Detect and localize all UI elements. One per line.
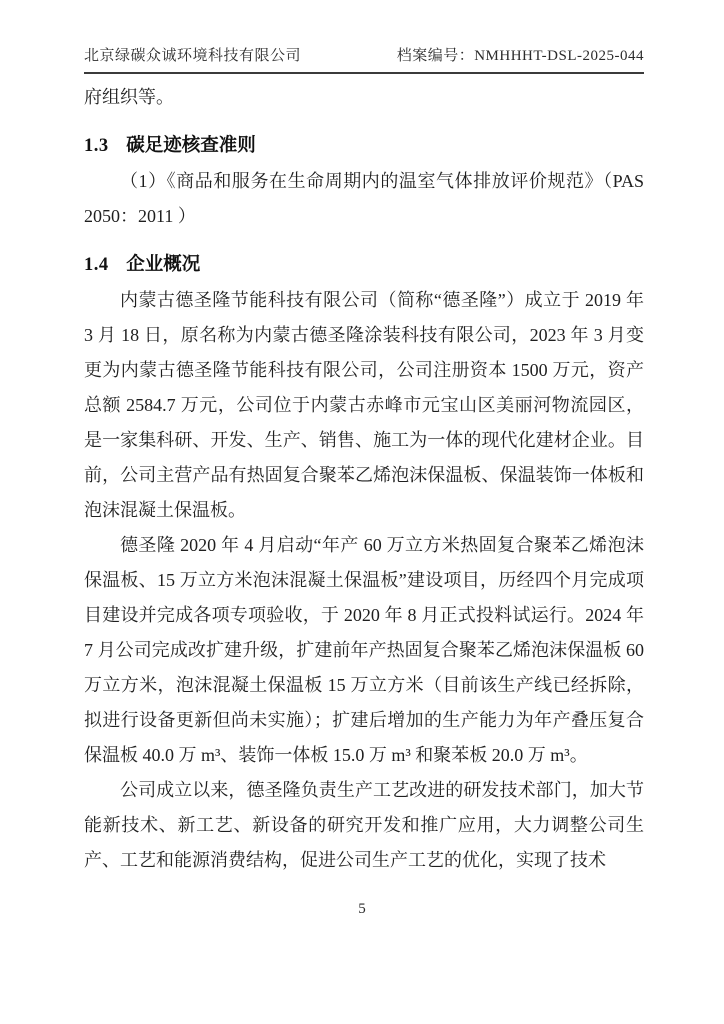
archive-number-value: NMHHHT-DSL-2025-044	[474, 48, 644, 64]
section-1-3-reference-item: （1）《商品和服务在生命周期内的温室气体排放评价规范》（PAS 2050：2011 ）	[84, 171, 644, 226]
section-1-3-title: 碳足迹核查准则	[126, 136, 256, 156]
section-heading-1-3	[84, 129, 644, 164]
header-archive-number	[397, 48, 644, 64]
section-1-4-number: 1.4	[84, 255, 109, 275]
page-footer	[0, 892, 724, 927]
archive-number-label: 档案编号：	[396, 48, 475, 64]
section-1-4-paragraph-1: 内蒙古德圣隆节能科技有限公司（简称“德圣隆”）成立于 2019 年 3 月 18 日，原名称为内蒙古德圣隆涂装科技有限公司，2023 年 3 月变更为内蒙古德圣隆节能科技有限公司，公司注册资本 1500 万元，资产总额 2584.7 万元，公司位于内蒙古赤峰市元宝山区美丽河物流园区，是一家集科研、开发、生产、销售、施工为一体的现代化建材企业。目前，公司主营产品有热固复合聚苯乙烯泡沫保温板、保温装饰一体板和泡沫混凝土保温板。	[84, 290, 644, 520]
section-heading-1-4	[84, 248, 644, 283]
header-company-name: 北京绿碳众诚环境科技有限公司	[84, 48, 302, 64]
section-1-4-paragraph-2: 德圣隆 2020 年 4 月启动“年产 60 万立方米热固复合聚苯乙烯泡沫保温板、15 万立方米泡沫混凝土保温板”建设项目，历经四个月完成项目建设并完成各项专项验收，于 2020 年 8 月正式投料试运行。2024 年 7 月公司完成改扩建升级，扩建前年产热固复合聚苯乙烯泡沫保温板 60 万立方米，泡沫混凝土保温板 15 万立方米（目前该生产线已经拆除，拟进行设备更新但尚未实施）；扩建后增加的生产能力为年产叠压复合保温板 40.0 万 m³、装饰一体板 15.0 万 m³ 和聚苯板 20.0 万 m³。	[84, 535, 644, 765]
section-1-3-number: 1.3	[84, 136, 109, 156]
section-1-4-title: 企业概况	[126, 255, 201, 275]
page-header	[84, 48, 644, 74]
page-number: 5	[358, 901, 366, 917]
page-body	[84, 80, 644, 878]
continuation-paragraph: 府组织等。	[84, 87, 174, 107]
section-1-4-paragraph-3: 公司成立以来，德圣隆负责生产工艺改进的研发技术部门，加大节能新技术、新工艺、新设备的研究开发和推广应用，大力调整公司生产、工艺和能源消费结构，促进公司生产工艺的优化，实现了技术	[84, 780, 644, 870]
